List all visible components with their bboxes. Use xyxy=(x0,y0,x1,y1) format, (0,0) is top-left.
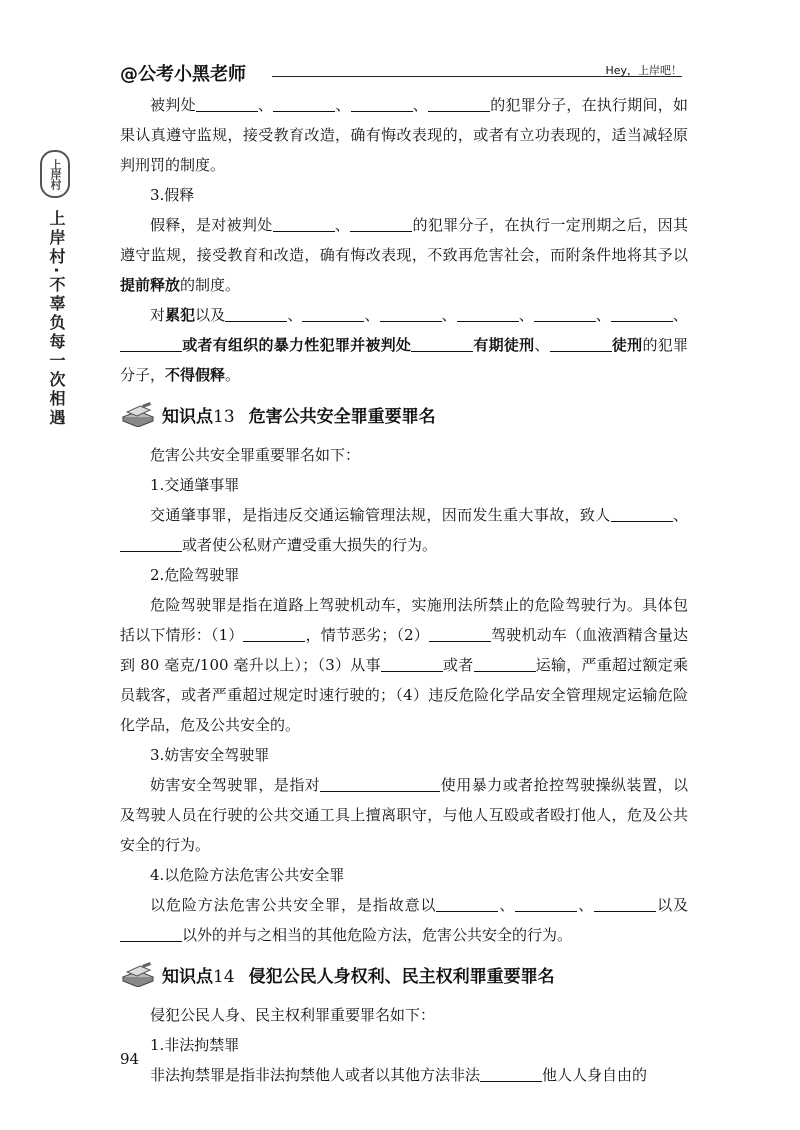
subheading: 2.危险驾驶罪 xyxy=(150,566,240,584)
header-slogan: Hey，上岸吧！ xyxy=(605,64,682,77)
page-number: 94 xyxy=(120,1050,140,1068)
paragraph: 侵犯公民人身、民主权利罪重要罪名如下： xyxy=(150,1006,436,1024)
paragraph: 非法拘禁罪是指非法拘禁他人或者以其他方法非法 他人人身自由的 xyxy=(150,1066,648,1084)
subheading: 1.交通肇事罪 xyxy=(150,476,240,494)
subheading: 4.以危险方法危害公共安全罪 xyxy=(150,866,345,884)
knowledge-point-13-heading: 知识点13 危害公共安全罪重要罪名 xyxy=(120,392,688,436)
subheading: 3.假释 xyxy=(150,186,195,204)
paragraph: 危险驾驶罪是指在道路上驾驶机动车，实施刑法所禁止的危险驾驶行为。具体包括以下情形：（1） ，情节恶劣；（2） 驾驶机动车（血液酒精含量达到 80 毫克/100 毫升以上）；（3）从事 或者 运输，严重超过额定乘员载客，或者严重超过规定时速行驶的；（4）违反危险化学品安全管理规定运输危险化学品，危及公共安全的。 xyxy=(120,596,688,734)
seal-text: 上岸村 xyxy=(49,159,62,189)
book-stack-icon xyxy=(120,401,156,427)
paragraph: 对累犯以及 、 、 、 、 、 、或者有组织的暴力性犯罪并被判处 有期徒刑、 徒刑的犯罪分子，不得假释。 xyxy=(120,306,688,384)
paragraph: 以危险方法危害公共安全罪，是指故意以 、 、 以及以外的并与之相当的其他危险方法，危害公共安全的行为。 xyxy=(120,890,688,950)
paragraph: 假释，是对被判处 、 的犯罪分子，在执行一定刑期之后，因其遵守监规，接受教育和改造，确有悔改表现，不致再危害社会，而附条件地将其予以提前释放的制度。 xyxy=(120,216,688,294)
knowledge-point-14-heading: 知识点14 侵犯公民人身权利、民主权利罪重要罪名 xyxy=(120,952,688,996)
paragraph: 妨害安全驾驶罪，是指对 使用暴力或者抢控驾驶操纵装置，以及驾驶人员在行驶的公共交通工具上擅离职守，与他人互殴或者殴打他人，危及公共安全的行为。 xyxy=(120,776,688,854)
paragraph: 被判处 、 、 、 的犯罪分子，在执行期间，如果认真遵守监规，接受教育改造，确有悔改表现的，或者有立功表现的，适当减轻原判刑罚的制度。 xyxy=(120,96,688,174)
header-author: @公考小黑老师 xyxy=(120,64,246,85)
side-seal xyxy=(40,150,70,198)
book-stack-icon xyxy=(120,961,156,987)
paragraph: 危害公共安全罪重要罪名如下： xyxy=(150,446,361,464)
side-vertical-text: 上岸村·不辜负每一次相遇 xyxy=(47,210,66,429)
subheading: 3.妨害安全驾驶罪 xyxy=(150,746,270,764)
subheading: 1.非法拘禁罪 xyxy=(150,1036,240,1054)
paragraph: 交通肇事罪，是指违反交通运输管理法规，因而发生重大事故，致人 、或者使公私财产遭受重大损失的行为。 xyxy=(120,500,688,560)
page-content xyxy=(120,90,688,1090)
